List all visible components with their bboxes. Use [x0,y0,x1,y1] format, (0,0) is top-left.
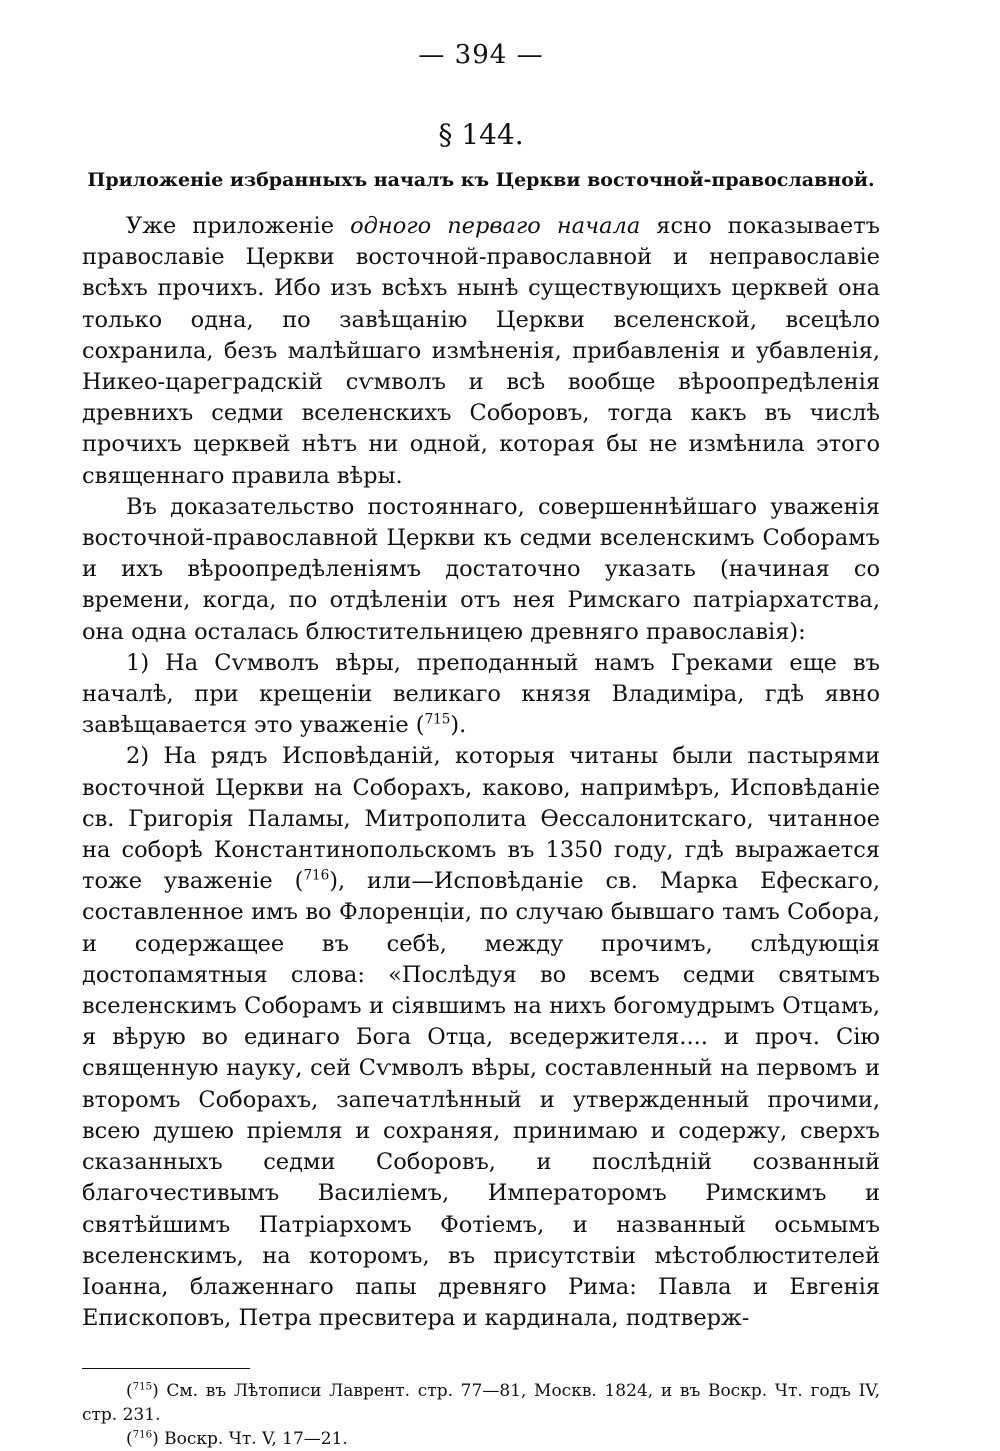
footnote-716-text: Воскр. Чт. V, 17—21. [158,1429,348,1450]
footnote-715-number: 715 [132,1381,153,1393]
footnote-715-text: См. въ Лѣтописи Лаврент. стр. 77—81, Москв. 1824, и въ Воскр. Чт. годъ IV, стр. 231. [82,1381,880,1426]
paragraph-3 [82,648,880,742]
paragraph-4-text-1: 2) На рядъ Исповѣданій, которыя читаны были пастырями восточной Церкви на Соборахъ, каково, напримѣръ, Исповѣданіе св. Григорія Паламы, Митрополита Ѳессалонитскаго, читанное на соборѣ Константинопольскомъ въ 1350 году, гдѣ выражается тоже уваженіе ( [82,743,880,895]
footnote-715-open: ( [126,1381,133,1402]
paragraph-2: Въ доказательство постояннаго, совершеннѣйшаго уваженія восточной-православной Церкви къ седми вселенскимъ Соборамъ и ихъ вѣроопредѣленіямъ достаточно указать (начиная со времени, когда, по отдѣленіи отъ нея Римскаго патріархатства, она одна осталась блюстительницею древняго православія): [82,493,880,645]
footnotes [82,1379,880,1451]
main-text [82,211,880,1334]
paragraph-4-text-2: ), или—Исповѣданіе св. Марка Ефескаго, составленное имъ во Флоренціи, по случаю бывшаго тамъ Собора, и содержащее въ себѣ, между прочимъ, слѣдующія достопамятныя слова: «Послѣдуя во всемъ седми святымъ вселенскимъ Соборамъ и сіявшимъ на нихъ богомудрымъ Отцамъ, я вѣрую во единаго Бога Отца, вседержителя.... и проч. Сію священную науку, сей Сѵмволъ вѣры, составленный на первомъ и второмъ Соборахъ, запечатлѣнный и утвержденный прочими, всею душею пріемля и сохраняя, принимаю и содержу, сверхъ сказанныхъ седми Соборовъ, и послѣдній созванный благочестивымъ Василіемъ, Императоромъ Римскимъ и святѣйшимъ Патріархомъ Фотіемъ, и названный осьмымъ вселенскимъ, на которомъ, въ присутствіи мѣстоблюстителей Іоанна, блаженнаго папы древняго Рима: Павла и Евгенія Епископовъ, Петра пресвитера и кардинала, подтверж- [82,868,880,1332]
paragraph-4 [82,741,880,1334]
book-page [82,40,880,1451]
page-number: — 394 — [418,40,544,70]
footnote-716 [82,1427,880,1451]
paragraph-1-lead: Уже приложеніе [126,213,351,239]
footnote-715 [82,1379,880,1427]
footnote-716-close: ) [152,1429,159,1450]
paragraph-1-emphasis: одного перваго начала [350,213,641,239]
footnote-715-close: ) [152,1381,159,1402]
footnote-ref-715[interactable]: 715 [424,711,451,728]
paragraph-3-tail: ). [450,712,467,739]
footnote-divider [82,1368,250,1369]
footnote-716-number: 716 [132,1429,153,1441]
section-heading: Приложеніе избранныхъ началъ къ Церкви восточной-православной. [87,169,875,191]
footnote-ref-716[interactable]: 716 [303,867,330,884]
paragraph-1-text: ясно показываетъ православіе Церкви восточной-православной и неправославіе всѣхъ прочихъ. Ибо изъ всѣхъ нынѣ существующихъ церквей она только одна, по завѣщанію Церкви вселенской, всецѣло сохранила, безъ малѣйшаго измѣненія, прибавленія и убавленія, Никео-цареградскій сѵмволъ и всѣ вообще вѣроопредѣленія древнихъ седми вселенскихъ Соборовъ, тогда какъ въ числѣ прочихъ церквей нѣтъ ни одной, которая бы не измѣнила этого священнаго правила вѣры. [82,213,880,489]
section-number: § 144. [438,118,524,151]
paragraph-3-text: 1) На Сѵмволъ вѣры, преподанный намъ Греками еще въ началѣ, при крещеніи великаго князя Владиміра, гдѣ явно завѣщавается это уваженіе ( [82,649,880,739]
footnote-716-open: ( [126,1429,133,1450]
paragraph-1 [82,211,880,492]
